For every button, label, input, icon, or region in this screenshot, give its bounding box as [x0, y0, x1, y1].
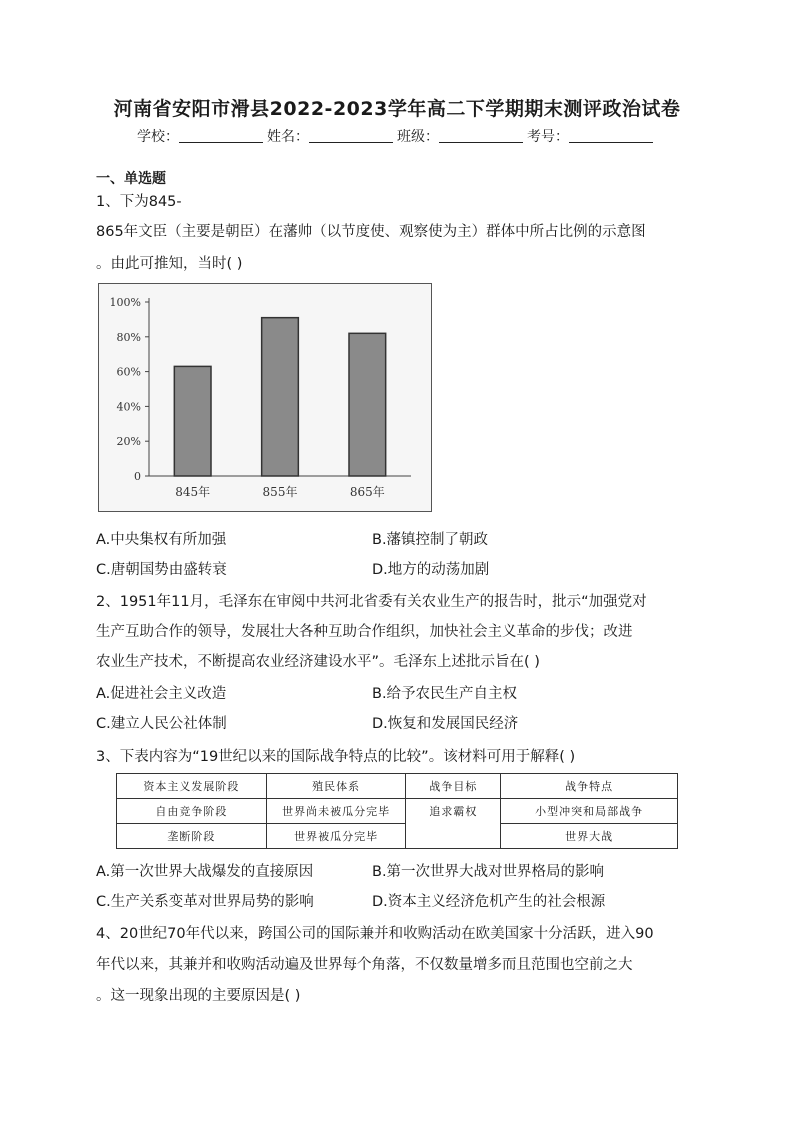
table-header-cell: 殖民体系 [266, 774, 406, 799]
q2-text-line1: 2、1951年11月，毛泽东在审阅中共河北省委有关农业生产的报告时，批示“加强党对 [96, 594, 647, 610]
q2-option-c[interactable]: C.建立人民公社体制 [96, 716, 227, 732]
y-tick-label: 40% [116, 400, 141, 414]
table-cell: 小型冲突和局部战争 [501, 799, 678, 824]
school-blank[interactable] [179, 128, 263, 143]
q3-comparison-table [116, 773, 678, 849]
table-cell: 世界大战 [501, 824, 678, 849]
number-label: 考号： [527, 129, 569, 145]
x-category-label: 865年 [349, 485, 385, 499]
q1-option-b[interactable]: B.藩镇控制了朝政 [372, 532, 489, 548]
q2-text-line3: 农业生产技术，不断提高农业经济建设水平”。毛泽东上述批示旨在( ) [96, 654, 540, 670]
q2-option-a[interactable]: A.促进社会主义改造 [96, 686, 227, 702]
q3-option-a[interactable]: A.第一次世界大战爆发的直接原因 [96, 864, 314, 880]
x-category-label: 845年 [175, 485, 211, 499]
class-label: 班级： [397, 129, 439, 145]
q2-option-d[interactable]: D.恢复和发展国民经济 [372, 716, 519, 732]
q1-text-line2: 865年文臣（主要是朝臣）在藩帅（以节度使、观察使为主）群体中所占比例的示意图 [96, 224, 646, 240]
q4-text-line2: 年代以来，其兼并和收购活动遍及世界每个角落，不仅数量增多而且范围也空前之大 [96, 957, 633, 973]
y-tick-label: 20% [116, 435, 141, 449]
q3-option-b[interactable]: B.第一次世界大战对世界格局的影响 [372, 864, 605, 880]
q1-text-line3: 。由此可推知，当时( ) [96, 256, 243, 272]
q2-text-line2: 生产互助合作的领导，发展壮大各种互助合作组织，加快社会主义革命的步伐；改进 [96, 624, 633, 640]
table-header-row [117, 774, 678, 799]
name-blank[interactable] [309, 128, 393, 143]
section-heading: 一、单选题 [96, 171, 166, 187]
q1-option-a[interactable]: A.中央集权有所加强 [96, 532, 227, 548]
q1-option-d[interactable]: D.地方的动荡加剧 [372, 562, 490, 578]
x-category-label: 855年 [262, 485, 298, 499]
table-header-cell: 资本主义发展阶段 [117, 774, 267, 799]
y-tick-label: 0 [134, 470, 141, 483]
bar-865年 [349, 333, 386, 476]
table-cell: 世界尚未被瓜分完毕 [266, 799, 406, 824]
bar-845年 [174, 366, 211, 476]
number-blank[interactable] [569, 128, 653, 143]
q3-option-c[interactable]: C.生产关系变革对世界局势的影响 [96, 894, 314, 910]
school-label: 学校： [137, 129, 179, 145]
class-blank[interactable] [439, 128, 523, 143]
name-label: 姓名： [267, 129, 309, 145]
q1-option-c[interactable]: C.唐朝国势由盛转衰 [96, 562, 227, 578]
table-header-cell: 战争特点 [501, 774, 678, 799]
q1-bar-chart [98, 283, 432, 512]
table-cell: 垄断阶段 [117, 824, 267, 849]
table-cell: 世界被瓜分完毕 [266, 824, 406, 849]
bar-855年 [262, 318, 299, 476]
q3-text-line1: 3、下表内容为“19世纪以来的国际战争特点的比较”。该材料可用于解释( ) [96, 749, 576, 765]
q1-text-line1: 1、下为845- [96, 194, 182, 210]
q3-option-d[interactable]: D.资本主义经济危机产生的社会根源 [372, 894, 606, 910]
exam-title: 河南省安阳市滑县2022-2023学年高二下学期期末测评政治试卷 [113, 98, 681, 120]
q2-option-b[interactable]: B.给予农民生产自主权 [372, 686, 518, 702]
y-tick-label: 60% [116, 365, 141, 379]
table-row [117, 824, 678, 849]
q4-text-line3: 。这一现象出现的主要原因是( ) [96, 988, 301, 1004]
table-row [117, 799, 678, 824]
y-tick-label: 100% [109, 296, 141, 309]
q4-text-line1: 4、20世纪70年代以来，跨国公司的国际兼并和收购活动在欧美国家十分活跃，进入90 [96, 926, 654, 942]
student-info-line [0, 126, 794, 146]
table-cell: 自由竞争阶段 [117, 799, 267, 824]
table-cell-merged: 追求霸权 [406, 799, 501, 849]
table-header-cell: 战争目标 [406, 774, 501, 799]
bar-chart-svg [99, 284, 431, 511]
y-tick-label: 80% [116, 330, 141, 344]
